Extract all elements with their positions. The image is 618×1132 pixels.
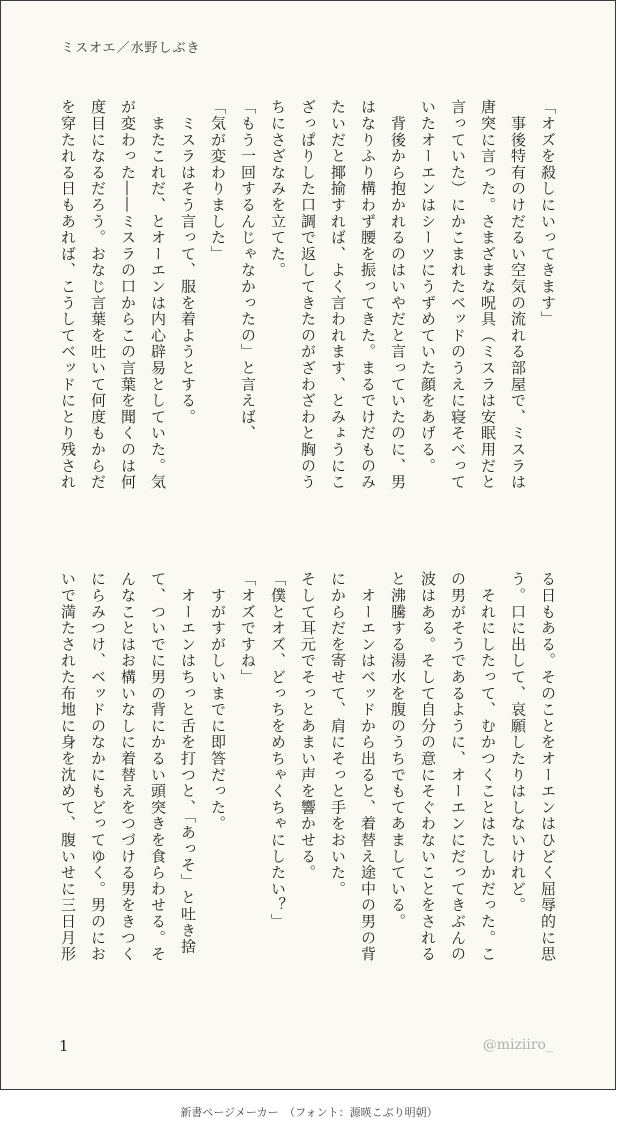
text-column: それにしたって、むかつくことはたしかだった。こ: [479, 571, 497, 963]
text-block-lower: [57, 571, 555, 1001]
text-column: が変わった――ミスラの口からこの言葉を聞くのは何: [119, 99, 137, 491]
text-column: いたオーエンはシーツにうずめていた顔をあげる。: [419, 99, 437, 474]
text-column: オーエンはちっと舌を打つと、「あっそ」と吐き捨: [179, 571, 197, 955]
text-column: 唐突に言った。さまざまな呪具（ミスラは安眠用だと: [479, 99, 497, 491]
text-column: と沸騰する湯水を腹のうちでもてあましている。: [389, 571, 407, 930]
text-column: ざっぱりした口調で返してきたのがざわざわと胸のう: [299, 99, 317, 491]
text-column: を穿たれる日もあれば、こうしてベッドにとり残され: [59, 99, 77, 491]
text-column: う。口に出して、哀願したりはしないけれど。: [509, 571, 527, 914]
text-column: 「オズですね」: [239, 571, 257, 686]
text-column: る日もある。そのことをオーエンはひどく屈辱的に思: [539, 571, 557, 963]
text-column: にからだを寄せて、肩にそっと手をおいた。: [329, 571, 347, 897]
text-column: 「もう一回するんじゃなかったの」と言えば、: [239, 99, 257, 442]
page-number: 1: [59, 1037, 69, 1055]
text-column: 「僕とオズ、どっちをめちゃくちゃにしたい？」: [269, 571, 287, 930]
text-column: 度目になるだろう。おなじ言葉を吐いて何度もからだ: [89, 99, 107, 491]
text-column: 言っていた）にかこまれたベッドのうえに寝そべって: [449, 99, 467, 491]
text-column: 事後特有のけだるい空気の流れる部屋で、ミスラは: [509, 99, 527, 491]
text-column: んなことはお構いなしに着替えをつづける男をきつく: [119, 571, 137, 963]
text-column: にらみつけ、ベッドのなかにもどってゆく。男のにお: [89, 571, 107, 963]
text-block-upper: [57, 99, 555, 529]
text-column: そして耳元でそっとあまい声を響かせる。: [299, 571, 317, 881]
text-column: たいだと揶揄すれば、よく言われます、とみょうにこ: [329, 99, 347, 491]
text-column: 背後から抱かれるのはいやだと言っていたのに、男: [389, 99, 407, 491]
text-column: はなりふり構わず腰を振ってきた。まるでけだものみ: [359, 99, 377, 491]
text-column: オーエンはベッドから出ると、着替え途中の男の背: [359, 571, 377, 963]
text-column: またこれだ、とオーエンは内心辟易としていた。気: [149, 99, 167, 491]
text-column: 「気が変わりました」: [209, 99, 227, 262]
text-column: 波はある。そして自分の意にそぐわないことをされる: [419, 571, 437, 963]
text-column: 「オズを殺しにいってきます」: [539, 99, 557, 328]
running-header: ミスオエ／水野しぶき: [61, 41, 201, 56]
author-handle: @miziiro_: [482, 1037, 553, 1053]
text-column: て、ついでに男の背にかるい頭突きを食らわせる。そ: [149, 571, 167, 963]
text-column: いで満たされた布地に身を沈めて、腹いせに三日月形: [59, 571, 77, 963]
text-column: すがすがしいまでに即答だった。: [209, 571, 227, 832]
text-column: ミスラはそう言って、服を着ようとする。: [179, 99, 197, 425]
text-column: ちにさざなみを立てた。: [269, 99, 287, 279]
text-column: の男がそうであるように、オーエンにだってきぶんの: [449, 571, 467, 963]
generator-credit: 新書ページメーカー （フォント：源暎こぶり明朝）: [180, 1106, 438, 1119]
